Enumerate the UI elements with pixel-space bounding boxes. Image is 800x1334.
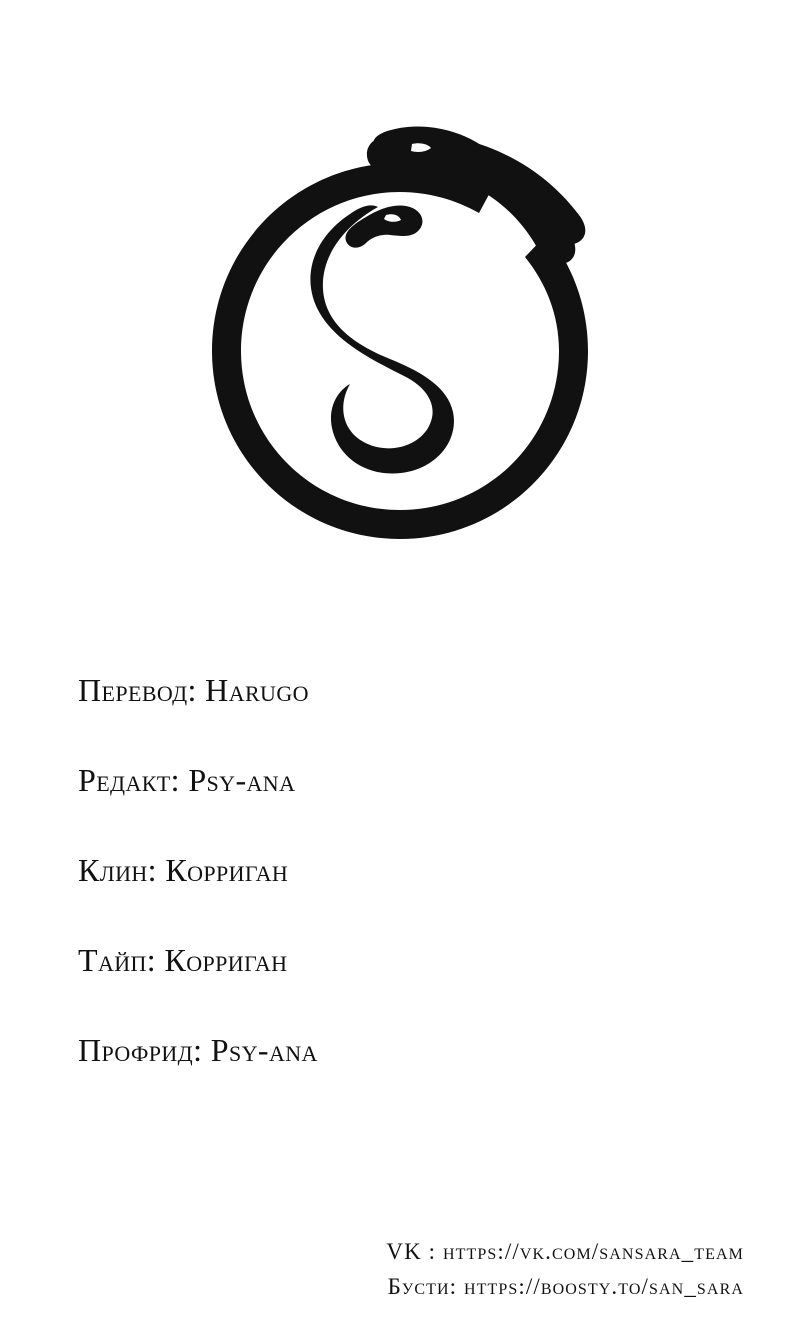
boosty-link[interactable]: Бусти: https://boosty.to/san_sara	[387, 1273, 744, 1299]
ouroboros-snake-logo	[190, 111, 610, 601]
credit-line-editor: Редакт: Psy-ana	[78, 762, 296, 799]
footer-links	[386, 1235, 744, 1304]
logo-container	[0, 96, 800, 616]
vk-link[interactable]: VK : https://vk.com/sansara_team	[386, 1239, 744, 1264]
credits-list	[78, 672, 718, 1070]
credit-line-proofreader: Профрид: Psy-ana	[78, 1032, 318, 1069]
credit-line-cleaner: Клин: Корриган	[78, 852, 289, 889]
credit-line-translator: Перевод: Harugo	[78, 672, 309, 708]
credit-line-typesetter: Тайп: Корриган	[78, 942, 288, 979]
